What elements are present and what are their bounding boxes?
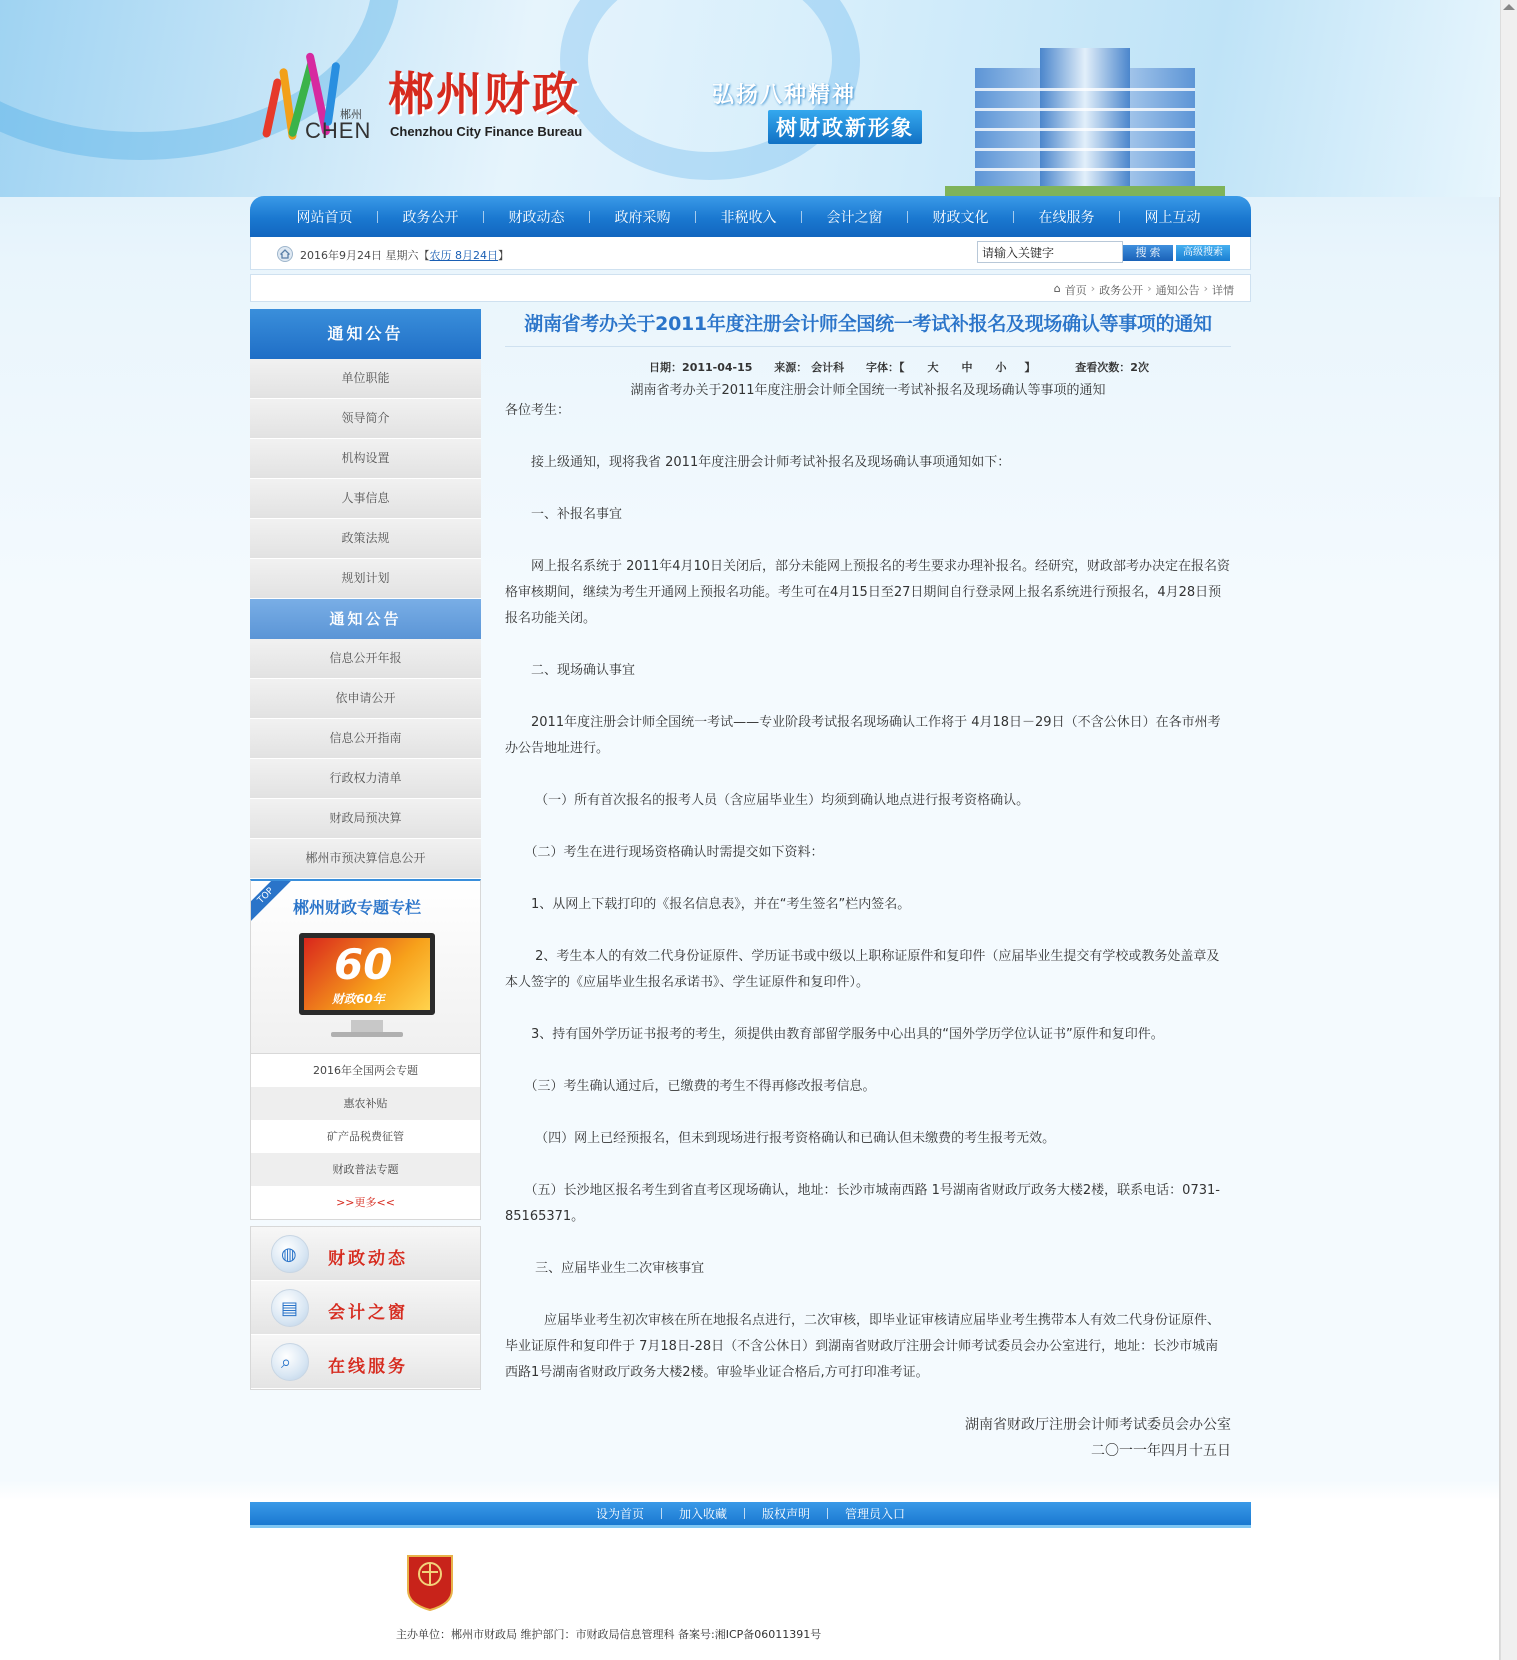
special-topics-list (250, 1054, 481, 1220)
current-date (300, 247, 509, 263)
article-paragraph: 3、持有国外学历证书报考的考生，须提供由教育部留学服务中心出具的“国外学历学位认证书”原件和复印件。 (505, 1027, 1164, 1042)
nav-accounting[interactable]: 会计之窗 (826, 209, 883, 226)
quick-links (250, 1226, 481, 1390)
sidebar-item-city-budget[interactable]: 郴州市预决算信息公开 (250, 839, 481, 879)
footer-add-favorite[interactable]: 加入收藏 (678, 1507, 727, 1521)
article-paragraph: 三、应届毕业生二次审核事宜 (505, 1261, 705, 1276)
quick-link-finance-news[interactable] (251, 1227, 480, 1281)
chevron-right-icon: › (1090, 282, 1096, 295)
quick-link-label: 在线服务 (328, 1357, 408, 1377)
article (505, 309, 1231, 1464)
search-button[interactable]: 搜 索 (1123, 245, 1173, 261)
paragraph-spacer (505, 1048, 1231, 1074)
nav-online-service[interactable]: 在线服务 (1038, 209, 1095, 226)
main-nav (250, 196, 1251, 237)
sidebar-item-personnel[interactable]: 人事信息 (250, 479, 481, 519)
article-paragraph: 网上报名系统于 2011年4月10日关闭后，部分未能网上预报名的考生要求办理补报名。经研究，财政部考办决定在报名资格审核期间，继续为考生开通网上预报名功能。考生可在4月15日至27日期间自行登录网上报名系统进行预报名，4月28日预报名功能关闭。 (505, 559, 1231, 626)
article-title: 湖南省考办关于2011年度注册会计师全国统一考试补报名及现场确认等事项的通知 (505, 309, 1231, 347)
quick-link-accounting[interactable] (251, 1281, 480, 1335)
party-government-badge-icon[interactable] (404, 1552, 456, 1612)
monitor-caption: 财政60年 (332, 992, 385, 1006)
article-date: 日期：2011-04-15 (649, 361, 753, 374)
paragraph-spacer (505, 918, 1231, 944)
sidebar-item-bureau-budget[interactable]: 财政局预决算 (250, 799, 481, 839)
article-paragraph: 2、考生本人的有效二代身份证原件、学历证书或中级以上职称证原件和复印件（应届毕业生提交有学校或教务处盖章及本人签字的《应届毕业生报名承诺书》、学生证原件和复印件）。 (505, 949, 1220, 990)
article-paragraph: 应届毕业考生初次审核在所在地报名点进行，二次审核，即毕业证审核请应届毕业考生携带本人有效二代身份证原件、毕业证原件和复印件于 7月18日-28日（不含公休日）到湖南省财政厅注册会计师考试委员会办公室进行，地址：长沙市城南西路1号湖南省财政厅政务大楼2楼。审验毕业证合格后,方可打印准考证。 (505, 1313, 1221, 1380)
advanced-search-button[interactable]: 高级搜索 (1176, 245, 1230, 261)
article-paragraph: 二、现场确认事宜 (505, 663, 636, 678)
site-title: 郴州财政 (388, 67, 580, 121)
search-input[interactable] (977, 241, 1123, 263)
nav-culture[interactable]: 财政文化 (932, 209, 989, 226)
paragraph-spacer (505, 1100, 1231, 1126)
topic-item-farm-subsidy[interactable]: 惠农补贴 (251, 1087, 480, 1120)
lunar-date-link[interactable]: 农历 8月24日 (429, 249, 498, 262)
calculator-icon: ▤ (271, 1289, 309, 1327)
sidebar-item-on-request[interactable]: 依申请公开 (250, 679, 481, 719)
special-topics-banner[interactable] (250, 879, 481, 1054)
footer-copyright[interactable]: 版权声明 (762, 1507, 811, 1521)
left-sidebar (250, 309, 481, 1390)
monitor-base (331, 1032, 403, 1037)
paragraph-spacer (505, 814, 1231, 840)
magnifier-icon: ⌕ (271, 1343, 309, 1381)
font-size-medium[interactable]: 中 (961, 361, 973, 374)
sidebar-item-planning[interactable]: 规划计划 (250, 559, 481, 599)
paragraph-spacer (505, 762, 1231, 788)
quick-link-online-service[interactable] (251, 1335, 480, 1389)
topic-item-law-education[interactable]: 财政普法专题 (251, 1153, 480, 1186)
article-signature: 湖南省财政厅注册会计师考试委员会办公室 (965, 1417, 1231, 1433)
sidebar-item-annual-report[interactable]: 信息公开年报 (250, 639, 481, 679)
topic-item-two-sessions[interactable]: 2016年全国两会专题 (251, 1054, 480, 1087)
slogan-line-2: 树财政新形象 (768, 110, 922, 144)
article-paragraph: （三）考生确认通过后，已缴费的考生不得再修改报考信息。 (505, 1079, 876, 1094)
more-link[interactable]: >>更多<< (251, 1186, 480, 1219)
article-paragraph: 1、从网上下载打印的《报名信息表》，并在“考生签名”栏内签名。 (505, 897, 911, 912)
paragraph-spacer (505, 866, 1231, 892)
quick-link-label: 会计之窗 (328, 1303, 408, 1323)
paragraph-spacer (505, 1152, 1231, 1178)
globe-icon: ◍ (271, 1235, 309, 1273)
paragraph-spacer (505, 632, 1231, 658)
footer-links-bar (250, 1502, 1251, 1528)
logo-city-cn: 郴州 (340, 108, 362, 121)
sidebar-item-regulations[interactable]: 政策法规 (250, 519, 481, 559)
office-building-image (945, 48, 1225, 197)
breadcrumb-notices[interactable]: 通知公告 (1155, 284, 1200, 297)
font-size-small[interactable]: 小 (995, 361, 1007, 374)
nav-gov-affairs[interactable]: 政务公开 (402, 209, 459, 226)
sidebar-item-organization[interactable]: 机构设置 (250, 439, 481, 479)
paragraph-spacer (505, 1282, 1231, 1308)
footer-admin-login[interactable]: 管理员入口 (845, 1507, 906, 1521)
chevron-right-icon: › (1147, 282, 1152, 295)
top-ribbon: TOP (250, 879, 291, 921)
sidebar-item-disclosure-guide[interactable]: 信息公开指南 (250, 719, 481, 759)
scrollbar[interactable] (1500, 0, 1517, 1660)
nav-finance-news[interactable]: 财政动态 (508, 209, 565, 226)
breadcrumb-home-icon: ⌂ (1053, 282, 1061, 295)
lunar-bracket: 】 (498, 249, 509, 262)
nav-non-tax[interactable]: 非税收入 (720, 209, 777, 226)
quick-link-label: 财政动态 (328, 1249, 408, 1269)
paragraph-spacer (505, 528, 1231, 554)
article-paragraph: （一）所有首次报名的报考人员（含应届毕业生）均须到确认地点进行报考资格确认。 (505, 793, 1030, 808)
breadcrumb-current: 详情 (1212, 284, 1234, 297)
topic-item-mineral-tax[interactable]: 矿产品税费征管 (251, 1120, 480, 1153)
font-label: 字体：【 (865, 361, 905, 374)
monitor-60-text: 60 (334, 940, 393, 989)
article-paragraph: （二）考生在进行现场资格确认时需提交如下资料： (505, 845, 824, 860)
article-paragraph: 2011年度注册会计师全国统一考试——专业阶段考试报名现场确认工作将于 4月18日－29日（不含公休日）在各市州考办公告地址进行。 (505, 715, 1221, 756)
paragraph-spacer (505, 1230, 1231, 1256)
monitor-image (299, 933, 435, 1015)
font-size-large[interactable]: 大 (927, 361, 939, 374)
logo-chen-text: CHEN (305, 118, 372, 143)
date-text: 2016年9月24日 星期六【 (300, 249, 430, 262)
site-subtitle: Chenzhou City Finance Bureau (390, 124, 583, 139)
paragraph-spacer (505, 424, 1231, 450)
breadcrumb (1054, 282, 1234, 298)
article-paragraph: 各位考生： (505, 403, 571, 418)
footer-set-homepage[interactable]: 设为首页 (595, 1507, 644, 1521)
article-body (505, 398, 1231, 1412)
paragraph-spacer (505, 476, 1231, 502)
paragraph-spacer (505, 684, 1231, 710)
sidebar-item-power-list[interactable]: 行政权力清单 (250, 759, 481, 799)
article-paragraph: （五）长沙地区报名考生到省直考区现场确认，地址：长沙市城南西路 1号湖南省财政厅政务大楼2楼，联系电话：0731-85165371。 (505, 1183, 1220, 1224)
sidebar-item-functions[interactable]: 单位职能 (250, 359, 481, 399)
breadcrumb-bar (250, 274, 1251, 302)
paragraph-spacer (505, 1386, 1231, 1412)
promo-title: 郴州财政专题专栏 (293, 898, 422, 917)
article-paragraph: （四）网上已经预报名，但未到现场进行报考资格确认和已确认但未缴费的考生报考无效。 (505, 1131, 1056, 1146)
article-subtitle: 湖南省考办关于2011年度注册会计师全国统一考试补报名及现场确认等事项的通知 (630, 383, 1106, 398)
paragraph-spacer (505, 996, 1231, 1022)
article-meta (505, 359, 1231, 375)
slogan-line-1: 弘扬八种精神 (712, 83, 857, 108)
nav-home[interactable]: 网站首页 (296, 209, 353, 226)
article-paragraph: 接上级通知，现将我省 2011年度注册会计师考试补报名及现场确认事项通知如下： (505, 455, 1011, 470)
breadcrumb-gov-affairs[interactable]: 政务公开 (1099, 284, 1144, 297)
article-sign-date: 二〇一一年四月十五日 (1091, 1443, 1231, 1459)
info-bar (250, 237, 1251, 270)
footer-info: 主办单位：郴州市财政局 维护部门：市财政局信息管理科 备案号:湘ICP备06011391号 (396, 1628, 822, 1641)
sidebar-item-leaders[interactable]: 领导简介 (250, 399, 481, 439)
nav-procurement[interactable]: 政府采购 (614, 209, 671, 226)
font-size-control (866, 361, 1057, 374)
article-views: 查看次数：2次 (1075, 361, 1149, 374)
article-paragraph: 一、补报名事宜 (505, 507, 623, 522)
sidebar-heading-notices: 通知公告 (250, 309, 481, 359)
header-banner (0, 0, 1500, 197)
nav-interaction[interactable]: 网上互动 (1144, 209, 1201, 226)
article-source: 来源： 会计科 (774, 361, 845, 374)
scroll-up-arrow-icon[interactable] (1503, 4, 1515, 10)
sidebar-heading-notices-2[interactable]: 通知公告 (250, 599, 481, 639)
home-icon[interactable] (277, 246, 293, 262)
font-bracket: 】 (1024, 361, 1036, 374)
breadcrumb-home[interactable]: 首页 (1064, 284, 1087, 297)
chevron-right-icon: › (1203, 282, 1208, 295)
